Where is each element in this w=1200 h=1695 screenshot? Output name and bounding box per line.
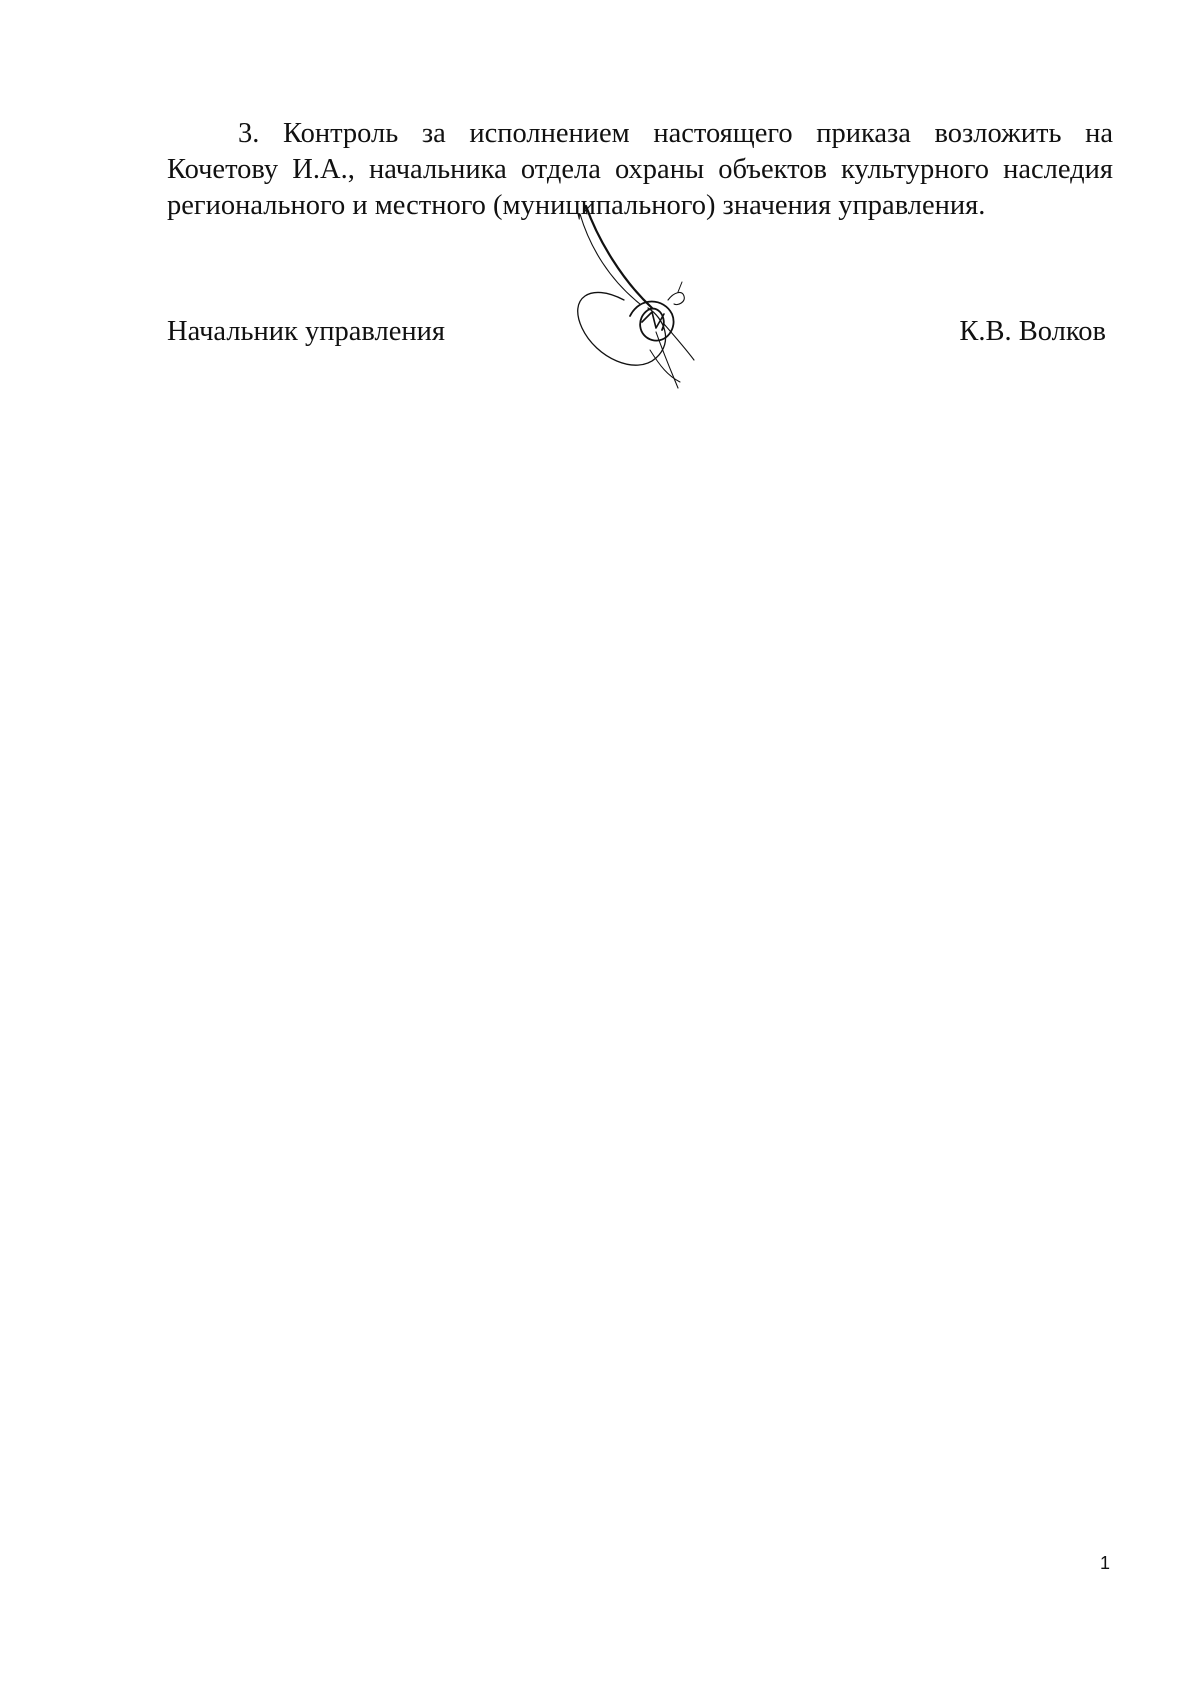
signatory-name: К.В. Волков <box>959 316 1106 347</box>
page-number: 1 <box>1100 1553 1111 1573</box>
signatory-position: Начальник управления <box>167 316 445 347</box>
paragraph-3: 3. Контроль за исполнением настоящего приказа возложить на Кочетову И.А., начальника отдела охраны объектов культурного наследия регионального и местного (муниципального) значения управления. <box>167 118 1113 221</box>
handwritten-signature <box>560 200 740 425</box>
